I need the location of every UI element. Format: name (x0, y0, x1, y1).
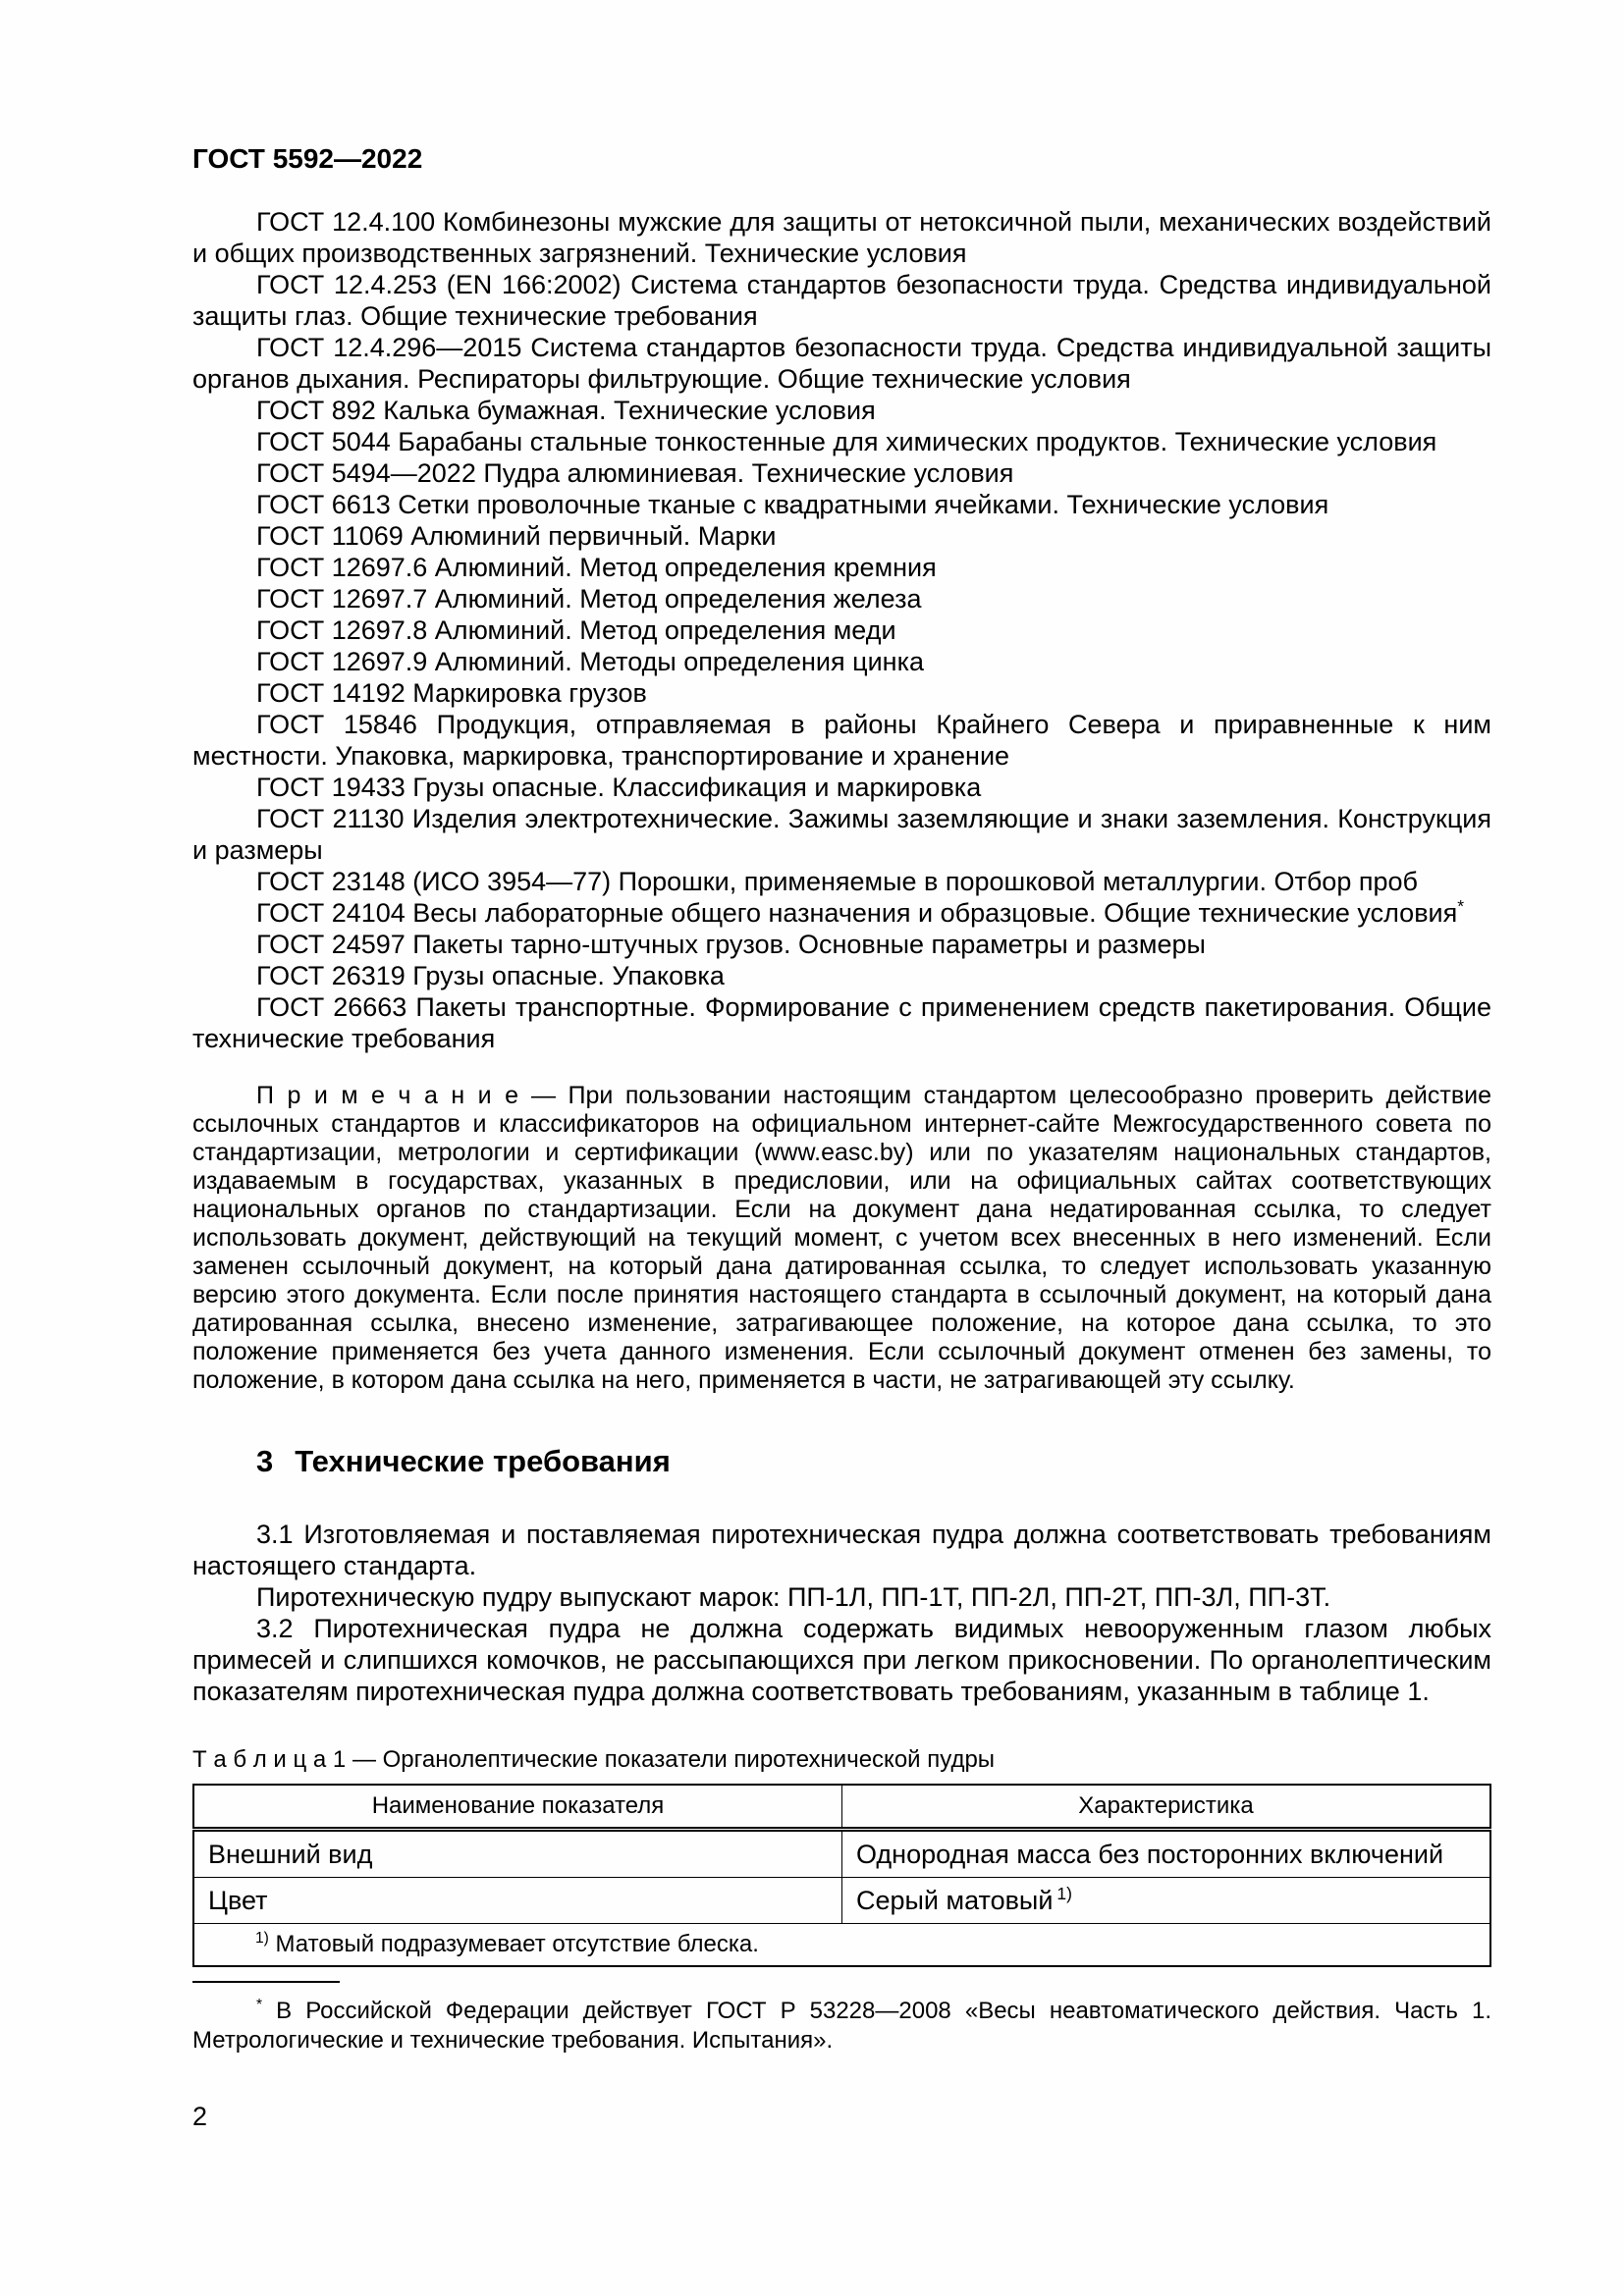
reference-item: ГОСТ 5494—2022 Пудра алюминиевая. Технические условия (256, 458, 1014, 488)
section-body (192, 1519, 1491, 1707)
reference-item: ГОСТ 12.4.100 Комбинезоны мужские для защиты от нетоксичной пыли, механических воздействий и общих производственных загрязнений. Технические условия (192, 207, 1491, 268)
organoleptic-table (192, 1784, 1491, 1967)
references-list (192, 206, 1491, 1054)
reference-item: ГОСТ 23148 (ИСО 3954—77) Порошки, применяемые в порошковой металлургии. Отбор проб (256, 867, 1418, 896)
table-footnote-marker: 1) (255, 1930, 269, 1947)
body-paragraph: 3.1 Изготовляемая и поставляемая пиротехническая пудра должна соответствовать требованиям настоящего стандарта. (192, 1520, 1491, 1580)
reference-item: ГОСТ 5044 Барабаны стальные тонкостенные для химических продуктов. Технические условия (256, 427, 1437, 456)
reference-item: ГОСТ 892 Калька бумажная. Технические условия (256, 396, 876, 425)
table-footnote-text: Матовый подразумевает отсутствие блеска. (268, 1931, 759, 1957)
reference-item: ГОСТ 12697.9 Алюминий. Методы определения цинка (256, 647, 925, 676)
table-footnote-cell (193, 1924, 1490, 1967)
table-cell-value: Однородная масса без посторонних включений (842, 1830, 1491, 1878)
note-text: — При пользовании настоящим стандартом целесообразно проверить действие ссылочных стандартов и классификаторов на официальном интернет-сайте Межгосударственного совета по стандартизации, метрологии и сертификации (www.easc.by) или по указателям национальных стандартов, издаваемым в государствах, указанных в предисловии, или на официальных сайтах соответствующих национальных органов по стандартизации. Если на документ дана недатированная ссылка, то следует использовать документ, действующий на текущий момент, с учетом всех внесенных в него изменений. Если заменен ссылочный документ, на который дана датированная ссылка, то следует использовать указанную версию этого документа. Если после принятия настоящего стандарта в ссылочный документ, на который дана датированная ссылка, внесено изменение, затрагивающее положение, на которое дана ссылка, то это положение применяется без учета данного изменения. Если ссылочный документ отменен без замены, то положение, в котором дана ссылка на него, применяется в части, не затрагивающей эту ссылку. (192, 1082, 1492, 1394)
section-title-text: Технические требования (295, 1444, 671, 1478)
reference-text: ГОСТ 24104 Весы лабораторные общего назначения и образцовые. Общие технические условия (256, 898, 1458, 928)
table-row (193, 1878, 1490, 1924)
table-footnote-marker: 1) (1056, 1884, 1073, 1903)
reference-item: ГОСТ 12.4.296—2015 Система стандартов безопасности труда. Средства индивидуальной защиты органов дыхания. Респираторы фильтрующие. Общие технические условия (192, 333, 1491, 394)
reference-item: ГОСТ 12697.6 Алюминий. Метод определения кремния (256, 553, 937, 582)
footnote-body: В Российской Федерации действует ГОСТ Р 53228—2008 «Весы неавтоматического действия. Часть 1. Метрологические и технические требования. Испытания». (192, 1998, 1491, 2054)
page-footnote (192, 1981, 1491, 2056)
table-header-characteristic: Характеристика (842, 1785, 1491, 1830)
reference-item: ГОСТ 26663 Пакеты транспортные. Формирование с применением средств пакетирования. Общие технические требования (192, 992, 1491, 1053)
reference-item: ГОСТ 21130 Изделия электротехнические. Зажимы заземляющие и знаки заземления. Конструкция и размеры (192, 804, 1491, 865)
footnote-separator-line (192, 1981, 340, 1983)
table-header-row (193, 1785, 1490, 1830)
reference-item: ГОСТ 12.4.253 (EN 166:2002) Система стандартов безопасности труда. Средства индивидуальной защиты глаз. Общие технические требования (192, 270, 1491, 331)
reference-item: ГОСТ 14192 Маркировка грузов (256, 678, 647, 708)
table-header-indicator: Наименование показателя (193, 1785, 842, 1830)
table-row (193, 1830, 1490, 1878)
reference-item: ГОСТ 19433 Грузы опасные. Классификация и маркировка (256, 773, 982, 802)
table-caption: Т а б л и ц а 1 — Органолептические показатели пиротехнической пудры (192, 1746, 996, 1773)
note-label: П р и м е ч а н и е (256, 1082, 519, 1109)
table-footnote-row (193, 1924, 1490, 1967)
section-heading (256, 1444, 1491, 1479)
footnote-text (192, 1997, 1491, 2056)
reference-item: ГОСТ 15846 Продукция, отправляемая в районы Крайнего Севера и приравненные к ним местности. Упаковка, маркировка, транспортирование и хранение (192, 710, 1491, 771)
reference-item (192, 897, 1491, 929)
reference-item: ГОСТ 11069 Алюминий первичный. Марки (256, 521, 777, 551)
footnote-marker-asterisk: * (1457, 896, 1465, 916)
table-cell-name: Внешний вид (193, 1830, 842, 1878)
reference-item: ГОСТ 26319 Грузы опасные. Упаковка (256, 961, 725, 990)
page-number: 2 (192, 2102, 208, 2131)
reference-item: ГОСТ 12697.7 Алюминий. Метод определения железа (256, 584, 922, 614)
cell-text: Серый матовый (856, 1886, 1054, 1915)
document-header: ГОСТ 5592—2022 (192, 143, 423, 174)
reference-item: ГОСТ 24597 Пакеты тарно-штучных грузов. Основные параметры и размеры (256, 930, 1206, 959)
body-paragraph: Пиротехническую пудру выпускают марок: ПП-1Л, ПП-1Т, ПП-2Л, ПП-2Т, ПП-3Л, ПП-3Т. (256, 1582, 1331, 1612)
table-cell-value (842, 1878, 1491, 1924)
footnote-marker-asterisk: * (256, 1997, 263, 2013)
section-number: 3 (256, 1444, 274, 1478)
reference-item: ГОСТ 6613 Сетки проволочные тканые с квадратными ячейками. Технические условия (256, 490, 1329, 519)
reference-item: ГОСТ 12697.8 Алюминий. Метод определения меди (256, 615, 896, 645)
table-cell-name: Цвет (193, 1878, 842, 1924)
body-paragraph: 3.2 Пиротехническая пудра не должна содержать видимых невооруженным глазом любых примесей и слипшихся комочков, не рассыпающихся при легком прикосновении. По органолептическим показателям пиротехническая пудра должна соответствовать требованиям, указанным в таблице 1. (192, 1614, 1491, 1706)
note-paragraph (192, 1082, 1491, 1395)
